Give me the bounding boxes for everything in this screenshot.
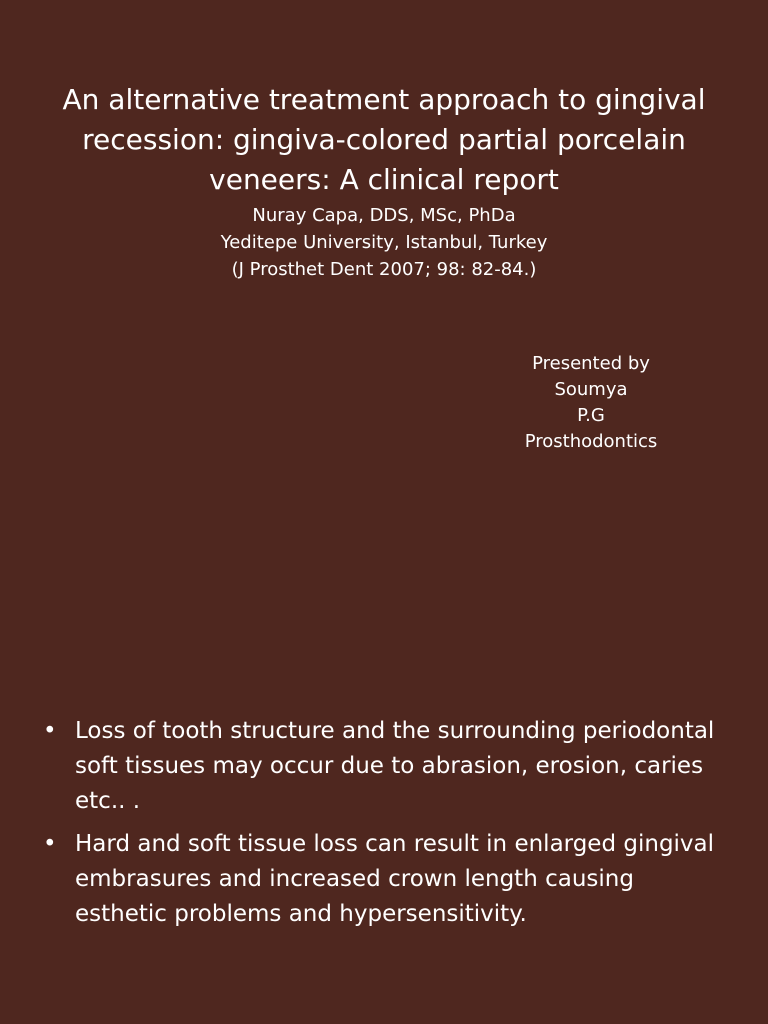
- bullet-item: [43, 714, 733, 819]
- bullet-text: Hard and soft tissue loss can result in enlarged gingival embrasures and increased crown length causing esthetic problems and hypersensitivity.: [75, 831, 715, 927]
- slide-title: An alternative treatment approach to gingival recession: gingiva-colored partial porcelain veneers: A clinical report: [62, 83, 706, 196]
- citation-line: (J Prosthet Dent 2007; 98: 82-84.): [231, 259, 537, 280]
- bullet-text: Loss of tooth structure and the surrounding periodontal soft tissues may occur due to abrasion, erosion, caries etc.. .: [75, 718, 715, 814]
- presenter-block: [495, 351, 687, 455]
- presenter-program: P.G: [577, 405, 605, 426]
- bullet-icon: •: [43, 831, 57, 857]
- citation-block: [50, 202, 718, 283]
- title-block: [50, 80, 718, 283]
- author-line: Nuray Capa, DDS, MSc, PhDa: [252, 205, 516, 226]
- presented-by-label: Presented by: [532, 353, 650, 374]
- presenter-name: Soumya: [554, 379, 628, 400]
- bullet-list: [43, 714, 733, 940]
- presenter-department: Prosthodontics: [524, 431, 658, 452]
- bullet-icon: •: [43, 718, 57, 744]
- affiliation-line: Yeditepe University, Istanbul, Turkey: [220, 232, 548, 253]
- bullet-item: [43, 827, 733, 932]
